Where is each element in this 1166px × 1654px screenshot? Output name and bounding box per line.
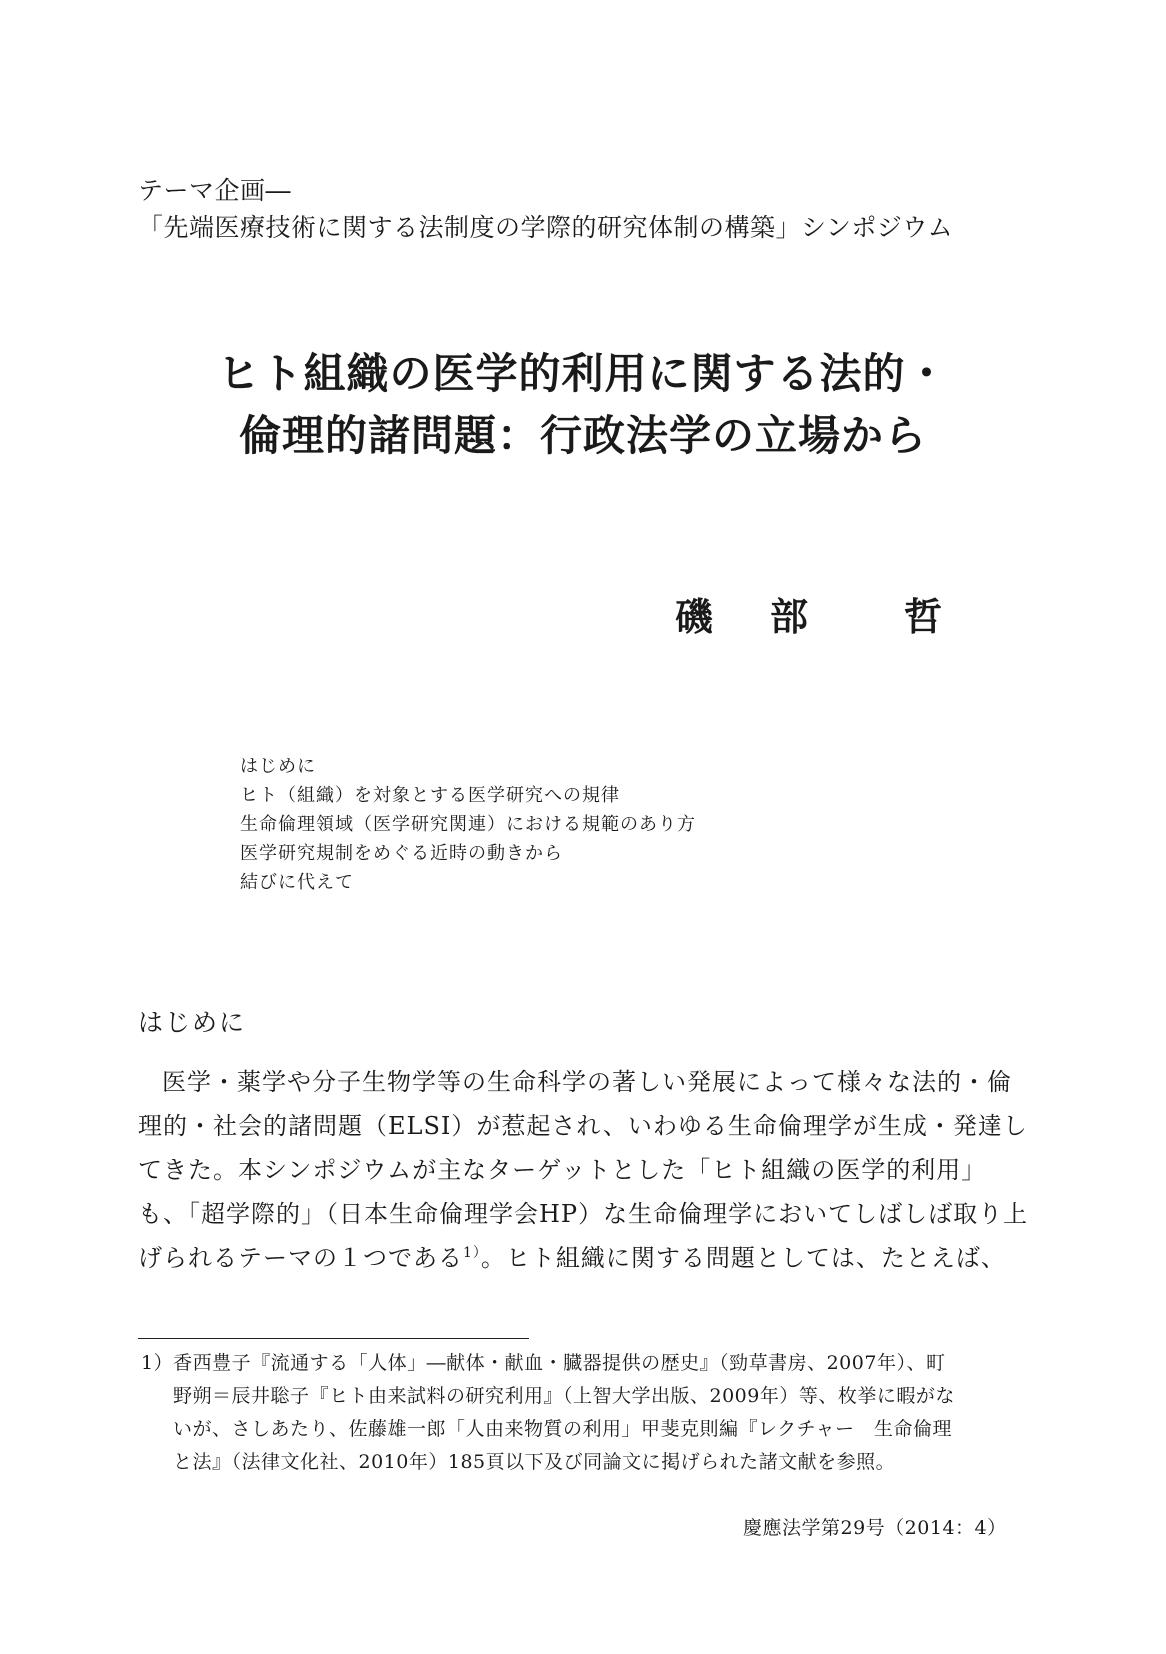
footnote-line: いが、さしあたり、佐藤雄一郎「人由来物質の利用」甲斐克則編『レクチャー 生命倫理 (173, 1418, 953, 1440)
footnote-line: 1）香西豊子『流通する「人体」―献体・献血・臓器提供の歴史』（勁草書房、2007年）、町 (141, 1352, 946, 1374)
footnote-line: 野朔＝辰井聡子『ヒト由来試料の研究利用』（上智大学出版、2009年）等、枚挙に暇がな (173, 1385, 955, 1407)
series-label: テーマ企画― (138, 176, 292, 205)
body-text-segment: 。ヒト組織に関する問題としては、たとえば、 (480, 1244, 1006, 1272)
footnote-line: と法』（法律文化社、2010年）185頁以下及び同論文に掲げられた諸文献を参照。 (173, 1451, 896, 1473)
toc-item: はじめに (240, 756, 316, 777)
article-title-line-2: 倫理的諸問題：行政法学の立場から (238, 411, 927, 460)
series-heading (138, 172, 953, 246)
author-char-2: 部 (770, 594, 809, 639)
body-line: 理的・社会的諸問題（ELSI）が惹起され、いわゆる生命倫理学が生成・発達し (138, 1112, 1028, 1140)
author-char-3: 哲 (904, 594, 943, 639)
symposium-title: 「先端医療技術に関する法制度の学際的研究体制の構築」シンポジウム (138, 213, 954, 242)
journal-citation: 慶應法学第29号（2014：4） (743, 1517, 1007, 1539)
body-text-segment: げられるテーマの１つである (138, 1244, 463, 1272)
body-line: も、「超学際的」（日本生命倫理学会HP）な生命倫理学においてしばしば取り上 (138, 1200, 1029, 1228)
footnote (141, 1347, 1031, 1479)
article-title-line-1: ヒト組織の医学的利用に関する法的・ (217, 349, 949, 398)
body-paragraph (138, 1060, 1028, 1280)
toc-item: 結びに代えて (240, 872, 354, 893)
footnote-reference[interactable]: 1） (463, 1245, 481, 1261)
toc-item: 生命倫理領域（医学研究関連）における規範のあり方 (240, 814, 696, 835)
section-heading: はじめに (138, 1008, 247, 1037)
author-char-1: 磯 (675, 594, 714, 639)
article-title (0, 343, 1166, 467)
body-line: 医学・薬学や分子生物学等の生命科学の著しい発展によって様々な法的・倫 (162, 1068, 1012, 1096)
body-line-last (138, 1236, 1028, 1280)
author-name (675, 586, 942, 641)
table-of-contents (240, 752, 696, 897)
toc-item: ヒト（組織）を対象とする医学研究への規律 (240, 785, 620, 806)
body-line: てきた。本シンポジウムが主なターゲットとした「ヒト組織の医学的利用」 (138, 1156, 987, 1184)
toc-item: 医学研究規制をめぐる近時の動きから (240, 843, 563, 864)
footnote-divider (138, 1338, 529, 1339)
